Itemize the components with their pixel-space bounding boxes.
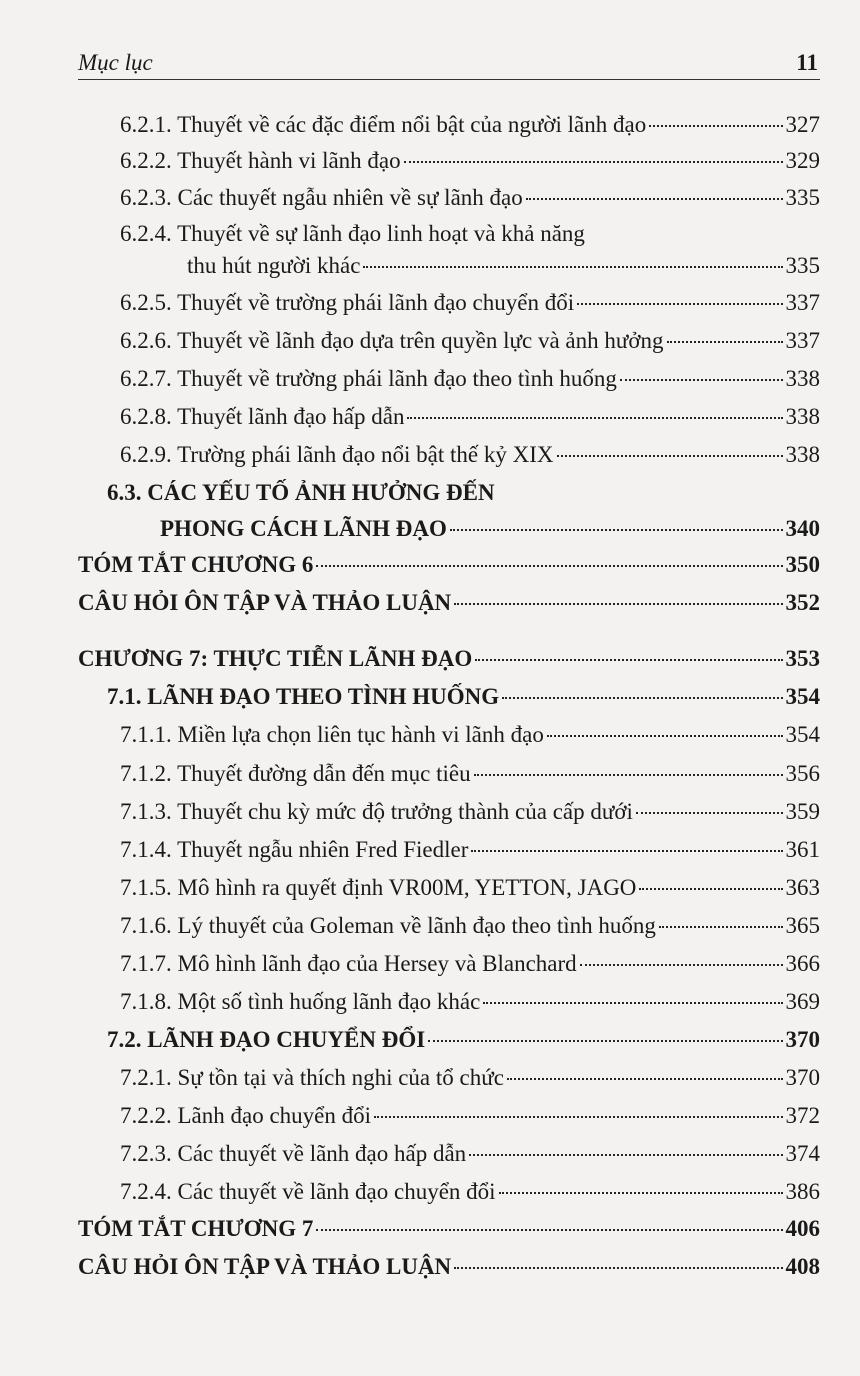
toc-entry-page: 366	[785, 951, 820, 976]
toc-entry[interactable]	[120, 289, 820, 317]
toc-entry-title: 7.1.2. Thuyết đường dẫn đến mục tiêu	[120, 761, 471, 786]
toc-entry-title: TÓM TẮT CHƯƠNG 6	[78, 552, 314, 577]
toc-entry-title: 6.2.8. Thuyết lãnh đạo hấp dẫn	[120, 404, 405, 429]
dot-leader	[475, 659, 782, 661]
toc-entry-title: 7.2.3. Các thuyết về lãnh đạo hấp dẫn	[120, 1141, 467, 1166]
dot-leader	[454, 1267, 782, 1269]
header-divider	[78, 79, 820, 80]
toc-entry-title-continued: PHONG CÁCH LÃNH ĐẠO	[160, 516, 447, 541]
toc-entry-page: 363	[785, 875, 820, 900]
page-number: 11	[796, 50, 818, 75]
toc-entry-page: 340	[785, 516, 820, 541]
toc-entry-page: 354	[785, 722, 820, 747]
toc-entry[interactable]	[120, 1178, 820, 1206]
toc-section-entry[interactable]	[107, 1026, 820, 1054]
toc-entry-page: 337	[785, 290, 820, 315]
toc-entry-title: 7.2.2. Lãnh đạo chuyển đổi	[120, 1103, 372, 1128]
toc-entry-title: 7.1.8. Một số tình huống lãnh đạo khác	[120, 989, 481, 1014]
toc-entry-page: 338	[785, 366, 820, 391]
dot-leader	[639, 888, 782, 890]
toc-entry[interactable]	[120, 1102, 820, 1130]
toc-entry[interactable]	[120, 327, 820, 355]
toc-entry-page: 338	[785, 404, 820, 429]
toc-entry-page: 352	[785, 590, 820, 615]
toc-entry-title: 7.2. LÃNH ĐẠO CHUYỂN ĐỔI	[107, 1027, 426, 1052]
dot-leader	[502, 697, 782, 699]
toc-entry-title: CÂU HỎI ÔN TẬP VÀ THẢO LUẬN	[78, 590, 452, 615]
toc-entry-page: 370	[785, 1065, 820, 1090]
toc-entry[interactable]	[120, 912, 820, 940]
toc-entry-page: 329	[785, 148, 820, 173]
toc-entry-title: 6.2.9. Trường phái lãnh đạo nổi bật thế kỷ XIX	[120, 442, 554, 467]
dot-leader	[499, 1192, 783, 1194]
dot-leader	[636, 812, 783, 814]
toc-chapter-entry[interactable]	[78, 1253, 820, 1281]
toc-entry-page: 359	[785, 799, 820, 824]
toc-entry-page: 406	[785, 1216, 820, 1241]
toc-entry-page: 361	[785, 837, 820, 862]
dot-leader	[450, 529, 783, 531]
toc-entry-page: 335	[785, 253, 820, 278]
toc-entry-title: 6.2.4. Thuyết về sự lãnh đạo linh hoạt và khả năng	[120, 221, 585, 246]
toc-entry[interactable]	[120, 836, 820, 864]
toc-chapter-entry[interactable]	[78, 645, 820, 673]
toc-entry[interactable]	[120, 365, 820, 393]
toc-entry-page: 374	[785, 1141, 820, 1166]
toc-section-entry[interactable]	[107, 683, 820, 711]
toc-entry-title: 6.2.2. Thuyết hành vi lãnh đạo	[120, 148, 401, 173]
toc-entry[interactable]	[120, 111, 820, 139]
toc-entry-title: 7.2.4. Các thuyết về lãnh đạo chuyển đổi	[120, 1179, 496, 1204]
toc-entry[interactable]	[120, 147, 820, 175]
toc-entry-title: TÓM TẮT CHƯƠNG 7	[78, 1216, 314, 1241]
dot-leader	[526, 198, 783, 200]
toc-entry-title: 6.2.7. Thuyết về trường phái lãnh đạo theo tình huống	[120, 366, 617, 391]
toc-entry[interactable]	[120, 760, 820, 788]
dot-leader	[404, 161, 783, 163]
toc-entry-page: 408	[785, 1254, 820, 1279]
toc-entry-title: 7.1.7. Mô hình lãnh đạo của Hersey và Blanchard	[120, 951, 577, 976]
page-header	[78, 48, 820, 80]
toc-entry-title: 7.1.5. Mô hình ra quyết định VR00M, YETTON, JAGO	[120, 875, 637, 900]
dot-leader	[363, 266, 782, 268]
toc-entry[interactable]	[120, 950, 820, 978]
toc-entry-title: CÂU HỎI ÔN TẬP VÀ THẢO LUẬN	[78, 1254, 452, 1279]
toc-entry-page: 372	[785, 1103, 820, 1128]
toc-entry[interactable]	[120, 798, 820, 826]
toc-entry-title: 6.2.3. Các thuyết ngẫu nhiên về sự lãnh đạo	[120, 185, 523, 210]
toc-entry-title: 6.2.1. Thuyết về các đặc điểm nổi bật của người lãnh đạo	[120, 112, 647, 137]
toc-entry-page: 335	[785, 185, 820, 210]
toc-entry[interactable]	[120, 1140, 820, 1168]
dot-leader	[659, 926, 783, 928]
running-header-title: Mục lục	[78, 50, 153, 75]
toc-entry-page: 350	[785, 552, 820, 577]
dot-leader	[469, 1154, 782, 1156]
dot-leader	[471, 850, 782, 852]
toc-entry[interactable]	[120, 988, 820, 1016]
toc-entry[interactable]	[120, 403, 820, 431]
toc-entry-page: 365	[785, 913, 820, 938]
toc-entry-page: 370	[785, 1027, 820, 1052]
toc-entry-title: 7.1.4. Thuyết ngẫu nhiên Fred Fiedler	[120, 837, 469, 862]
dot-leader	[620, 379, 783, 381]
toc-entry[interactable]	[120, 1064, 820, 1092]
dot-leader	[474, 774, 783, 776]
toc-entry-title: 7.1.6. Lý thuyết của Goleman về lãnh đạo theo tình huống	[120, 913, 656, 938]
toc-entry-page: 327	[785, 112, 820, 137]
toc-entry-title: 6.2.5. Thuyết về trường phái lãnh đạo chuyển đổi	[120, 290, 575, 315]
toc-entry-page: 356	[785, 761, 820, 786]
dot-leader	[374, 1116, 782, 1118]
toc-entry[interactable]	[120, 721, 820, 749]
toc-entry[interactable]	[120, 441, 820, 469]
dot-leader	[580, 964, 783, 966]
toc-entry-title: 6.3. CÁC YẾU TỐ ẢNH HƯỞNG ĐẾN	[107, 480, 495, 505]
toc-entry-page: 353	[785, 646, 820, 671]
dot-leader	[428, 1040, 782, 1042]
toc-entry-title: 6.2.6. Thuyết về lãnh đạo dựa trên quyền lực và ảnh hưởng	[120, 328, 664, 353]
dot-leader	[407, 417, 782, 419]
toc-entry-title: 7.2.1. Sự tồn tại và thích nghi của tổ chức	[120, 1065, 504, 1090]
toc-entry-title: 7.1. LÃNH ĐẠO THEO TÌNH HUỐNG	[107, 684, 500, 709]
toc-entry-page: 369	[785, 989, 820, 1014]
dot-leader	[507, 1078, 783, 1080]
toc-entry[interactable]	[120, 220, 820, 280]
toc-entry-page: 354	[785, 684, 820, 709]
toc-entry-title-continued: thu hút người khác	[187, 253, 361, 278]
dot-leader	[316, 565, 782, 567]
toc-entry-title: CHƯƠNG 7: THỰC TIỄN LÃNH ĐẠO	[78, 646, 473, 671]
toc-entry[interactable]	[120, 184, 820, 212]
toc-entry-title: 7.1.1. Miền lựa chọn liên tục hành vi lãnh đạo	[120, 722, 544, 747]
dot-leader	[667, 341, 783, 343]
dot-leader	[483, 1002, 782, 1004]
dot-leader	[557, 455, 783, 457]
toc-chapter-entry[interactable]	[78, 1215, 820, 1243]
toc-entry-title: 7.1.3. Thuyết chu kỳ mức độ trưởng thành của cấp dưới	[120, 799, 633, 824]
toc-section-entry[interactable]	[107, 479, 820, 543]
toc-chapter-entry[interactable]	[78, 551, 820, 579]
toc-entry-page: 338	[785, 442, 820, 467]
dot-leader	[316, 1229, 782, 1231]
dot-leader	[547, 735, 783, 737]
toc-chapter-entry[interactable]	[78, 589, 820, 617]
toc-entry-page: 386	[785, 1179, 820, 1204]
toc-entry[interactable]	[120, 874, 820, 902]
dot-leader	[649, 125, 782, 127]
toc-entry-page: 337	[785, 328, 820, 353]
dot-leader	[577, 303, 782, 305]
dot-leader	[454, 603, 782, 605]
